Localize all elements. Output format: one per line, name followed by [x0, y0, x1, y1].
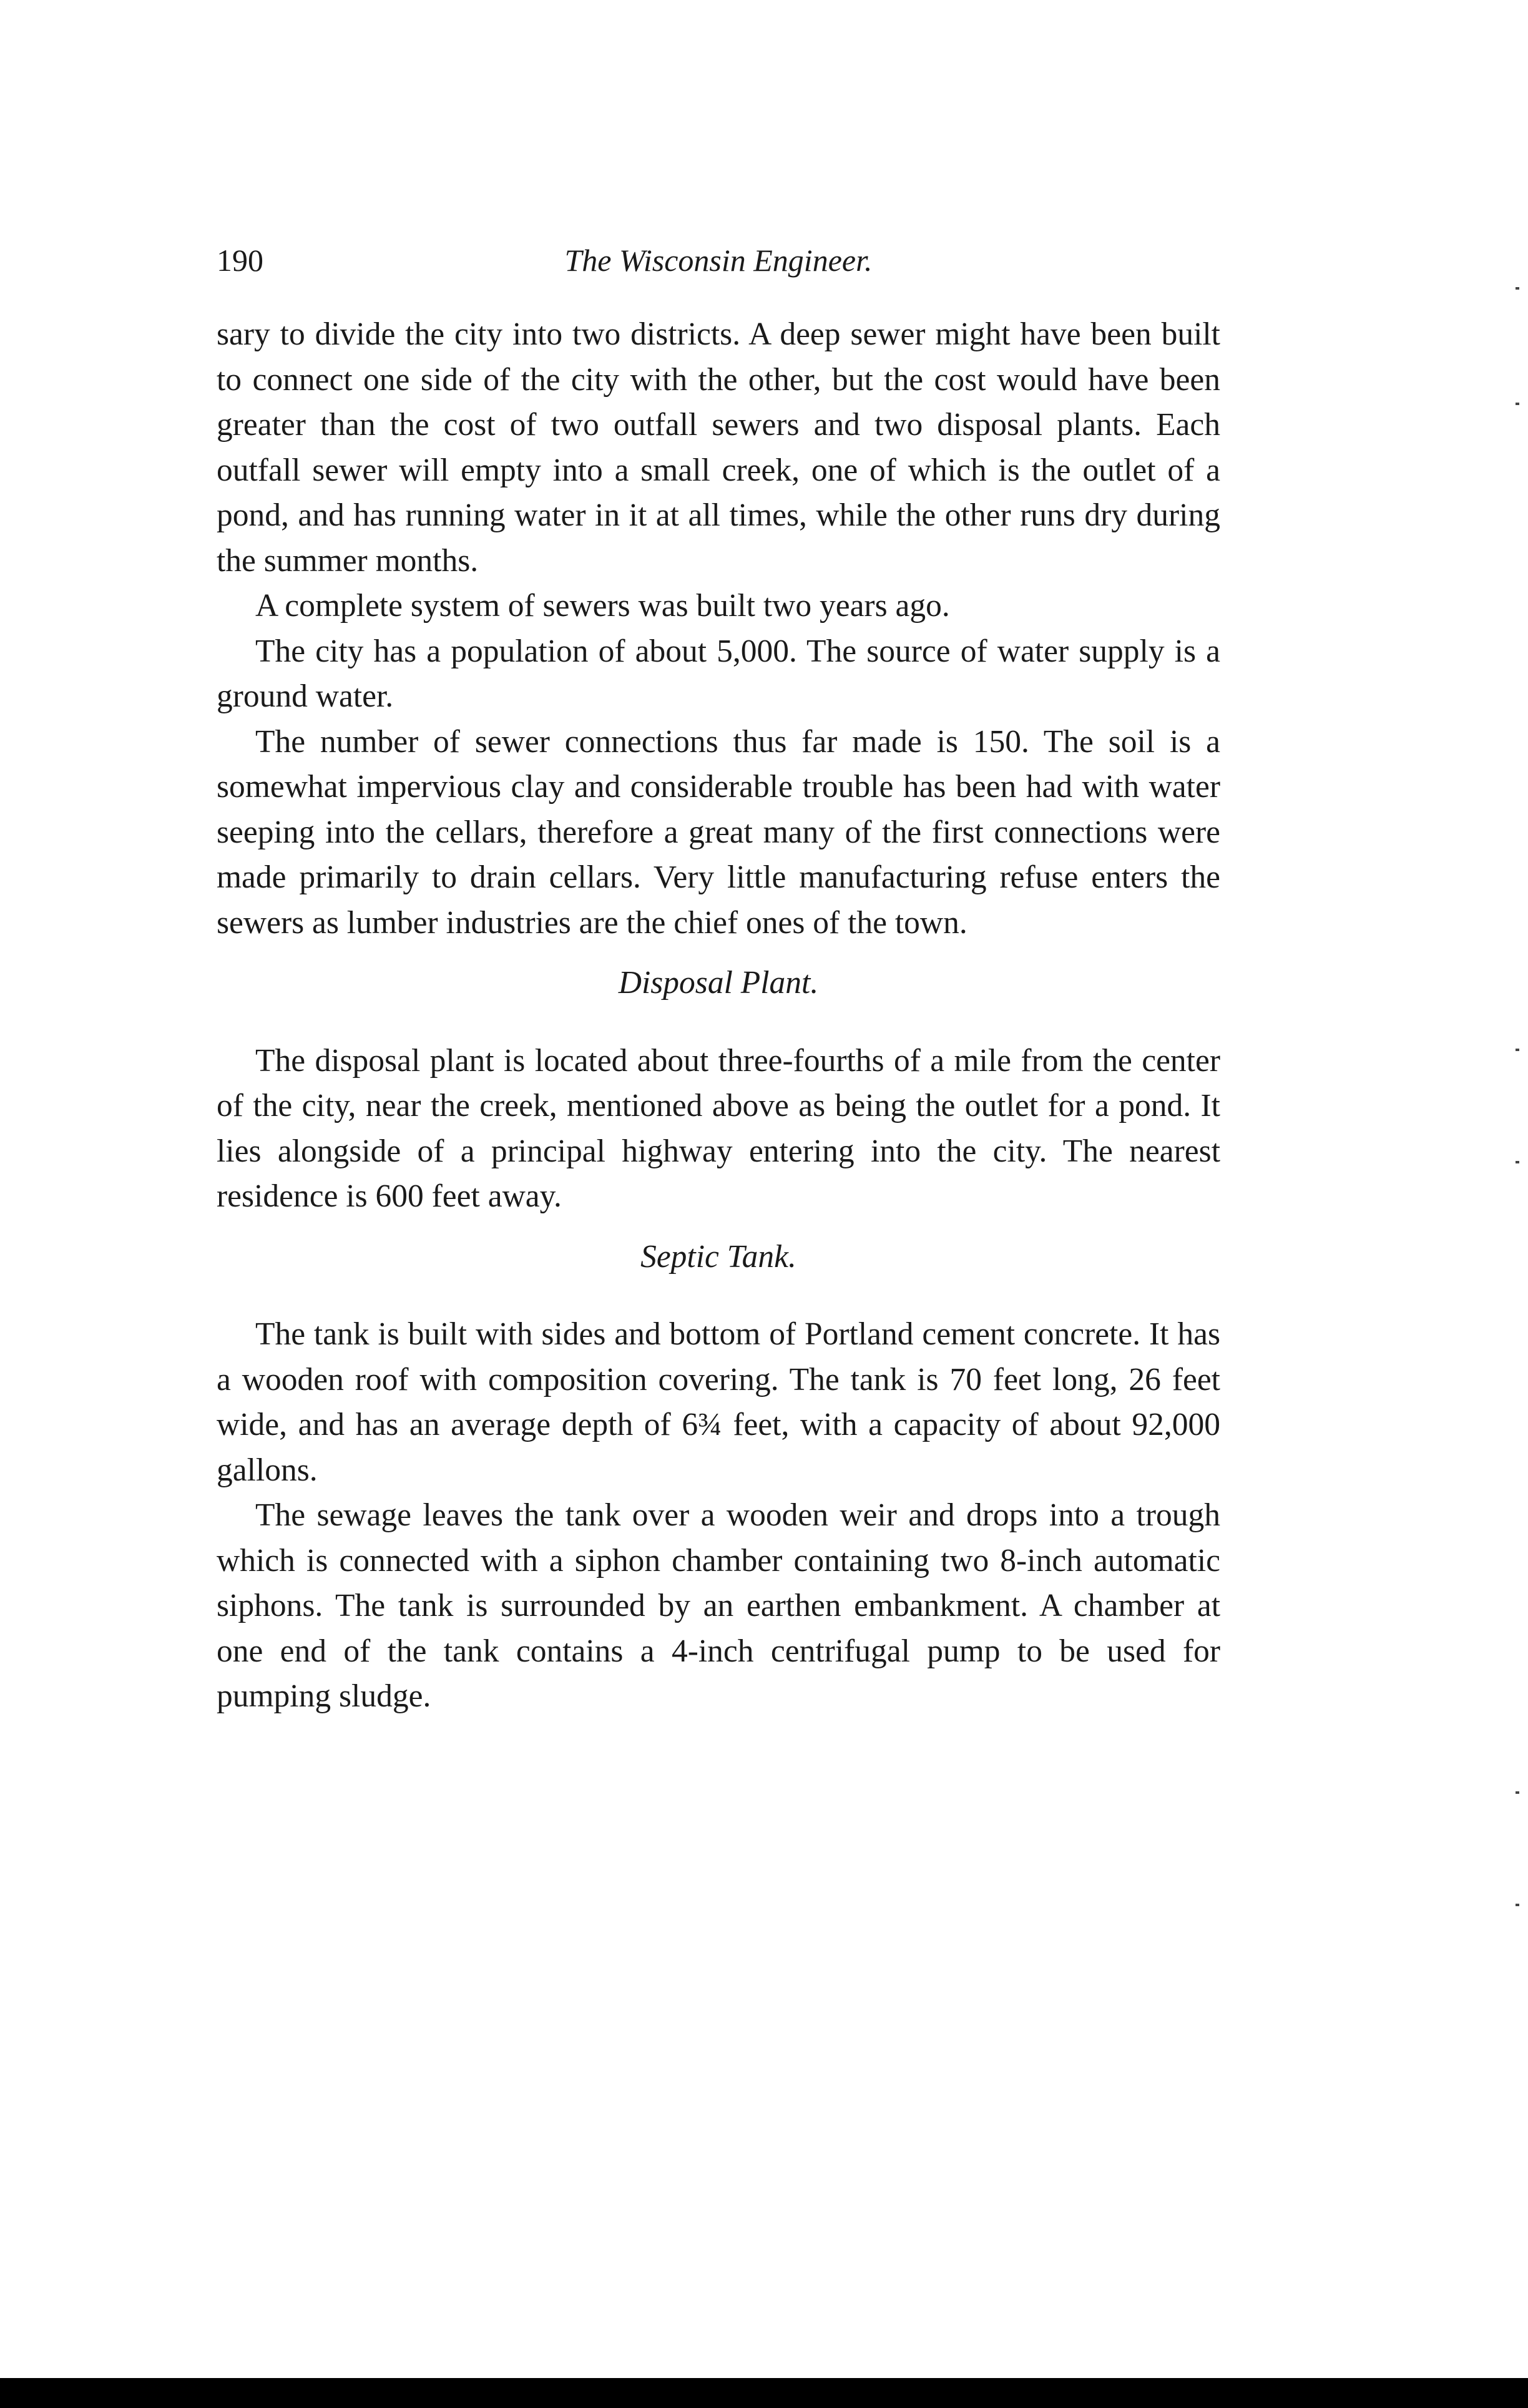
scan-margin-mark	[1516, 287, 1519, 290]
scan-bottom-edge	[0, 2378, 1528, 2408]
scan-margin-mark	[1516, 403, 1519, 405]
scan-margin-mark	[1516, 1161, 1519, 1163]
scan-margin-mark	[1516, 1904, 1519, 1906]
paragraph-disposal-plant: The disposal plant is located about three-fourths of a mile from the center of the city, near the creek, mentioned above as being the outlet for a pond. It lies alongside of a principal highway entering into the city. The nearest residence is 600 feet away.	[217, 1042, 1220, 1214]
page-number: 190	[217, 243, 263, 278]
page-header	[217, 242, 1220, 286]
paragraph-continued: sary to divide the city into two districts. A deep sewer might have been built to connect one side of the city with the other, but the cost would have been greater than the cost of two outfall sewers and two disposal plants. Each outfall sewer will empty into a small creek, one of which is the outlet of a pond, and has running water in it at all times, while the other runs dry during the summer months.	[217, 316, 1220, 579]
scan-margin-mark	[1516, 1791, 1519, 1794]
paragraph-sewer-connections: The number of sewer connections thus far made is 150. The soil is a somewhat impervious clay and considerable trouble has been had with water seeping into the cellars, therefore a great many of the first connections were made primarily to drain cellars. Very little manufacturing refuse enters the sewers as lumber industries are the chief ones of the town.	[217, 723, 1220, 941]
paragraph-population: The city has a population of about 5,000. The source of water supply is a ground water.	[217, 633, 1220, 714]
paragraph-sewer-system: A complete system of sewers was built two years ago.	[255, 588, 950, 624]
body-text	[217, 312, 1220, 1720]
section-heading-septic-tank: Septic Tank.	[640, 1238, 796, 1275]
running-title: The Wisconsin Engineer.	[564, 243, 873, 278]
scan-margin-mark	[1516, 1049, 1519, 1051]
paragraph-tank-siphons: The sewage leaves the tank over a wooden weir and drops into a trough which is connected with a siphon chamber containing two 8-inch automatic siphons. The tank is surrounded by an earthen embankment. A chamber at one end of the tank contains a 4-inch centrifugal pump to be used for pumping sludge.	[217, 1497, 1220, 1714]
paragraph-tank-construction: The tank is built with sides and bottom of Portland cement concrete. It has a wooden roof with composition covering. The tank is 70 feet long, 26 feet wide, and has an average depth of 6¾ feet, with a capacity of about 92,000 gallons.	[217, 1316, 1220, 1488]
section-heading-disposal-plant: Disposal Plant.	[618, 965, 819, 1001]
